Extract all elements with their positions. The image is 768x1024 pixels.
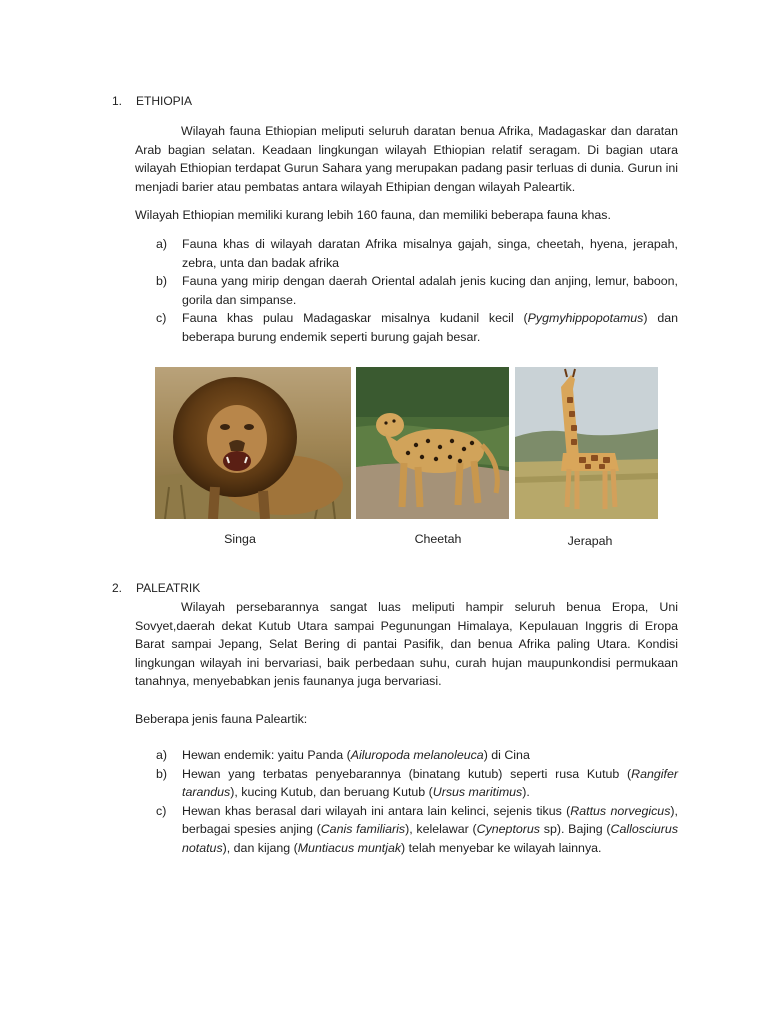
list-text: ), kelelawar ( bbox=[405, 822, 477, 837]
list-text: Hewan endemik: yaitu Panda ( bbox=[182, 748, 351, 762]
list-item bbox=[156, 802, 678, 858]
scientific-name: Ursus maritimus bbox=[432, 785, 523, 800]
paleatrik-list bbox=[156, 746, 678, 858]
list-item bbox=[156, 309, 678, 346]
scientific-name: Canis familiaris bbox=[320, 822, 406, 837]
list-text: sp). Bajing ( bbox=[540, 822, 611, 837]
section-number: 1. bbox=[112, 94, 123, 108]
list-text: Hewan khas berasal dari wilayah ini antara lain kelinci, sejenis tikus ( bbox=[182, 803, 571, 818]
lion-icon bbox=[155, 367, 351, 519]
section-heading-ethiopia bbox=[112, 94, 192, 108]
list-item bbox=[156, 765, 678, 802]
cheetah-photo bbox=[356, 367, 509, 519]
list-text: Fauna khas di wilayah daratan Afrika misalnya gajah, singa, cheetah, hyena, jerapah, zebra, unta dan badak afrika bbox=[182, 237, 678, 270]
list-text: ) telah menyebar ke wilayah lainnya. bbox=[401, 840, 602, 855]
paleatrik-paragraph-2: Beberapa jenis fauna Paleartik: bbox=[135, 712, 308, 726]
list-item bbox=[156, 746, 678, 765]
list-marker: c) bbox=[156, 803, 167, 818]
list-text: ) dan beberapa burung endemik seperti burung gajah besar. bbox=[182, 311, 678, 344]
list-marker: b) bbox=[156, 766, 168, 781]
giraffe-photo bbox=[515, 367, 658, 519]
list-marker: c) bbox=[156, 311, 167, 326]
list-text: ), dan kijang ( bbox=[222, 840, 298, 855]
ethiopia-paragraph-2: Wilayah Ethiopian memiliki kurang lebih 160 fauna, dan memiliki beberapa fauna khas. bbox=[135, 208, 611, 222]
list-marker: b) bbox=[156, 274, 168, 289]
photo-caption-jerapah: Jerapah bbox=[567, 534, 613, 548]
scientific-name: Callosciurus notatus bbox=[182, 822, 679, 855]
list-item bbox=[156, 272, 678, 309]
scientific-name: Pygmyhippopotamus bbox=[527, 311, 644, 326]
list-text: ) di Cina bbox=[483, 748, 530, 762]
cheetah-icon bbox=[356, 367, 509, 519]
list-text: Fauna khas pulau Madagaskar misalnya kudanil kecil ( bbox=[182, 311, 528, 326]
list-item bbox=[156, 235, 678, 272]
ethiopia-paragraph-1: Wilayah fauna Ethiopian meliputi seluruh daratan benua Afrika, Madagaskar dan daratan Arab bagian selatan. Keadaan lingkungan wilayah Ethiopian relatif seragam. Di bagian utara wilayah Ethiopian terdapat Gurun Sahara yang merupakan padang pasir terluas di dunia. Gurun ini menjadi barier atau pembatas antara wilayah Ethipian dengan wilayah Paleartik. bbox=[135, 124, 678, 194]
photo-caption-cheetah: Cheetah bbox=[414, 532, 462, 546]
section-heading-paleatrik bbox=[112, 581, 200, 595]
giraffe-icon bbox=[515, 367, 658, 519]
list-text: ), kucing Kutub, dan beruang Kutub ( bbox=[230, 785, 433, 800]
section-number: 2. bbox=[112, 581, 123, 595]
ethiopia-list bbox=[156, 235, 678, 347]
list-marker: a) bbox=[156, 237, 168, 251]
scientific-name: Rattus norvegicus bbox=[570, 803, 671, 818]
lion-photo bbox=[155, 367, 351, 519]
paleatrik-paragraph-1: Wilayah persebarannya sangat luas meliputi hampir seluruh benua Eropa, Uni Sovyet,daerah dekat Kutub Utara sampai Pegunungan Himalaya, Kepulauan Inggris di Eropa Barat sampai Jepang, Selat Bering di pantai Pasifik, dan benua Afrika paling Utara. Kondisi lingkungan wilayah ini bervariasi, baik perbedaan suhu, curah hujan maupunkondisi permukaan tanahnya, menyebabkan jenis faunanya juga bervariasi. bbox=[135, 600, 678, 689]
list-text: Hewan yang terbatas penyebarannya (binatang kutub) seperti rusa Kutub ( bbox=[182, 766, 632, 781]
photo-caption-singa: Singa bbox=[224, 532, 256, 546]
list-text: Fauna yang mirip dengan daerah Oriental adalah jenis kucing dan anjing, lemur, baboon, gorila dan simpanse. bbox=[182, 274, 678, 307]
list-text: ), berbagai spesies anjing ( bbox=[182, 803, 678, 837]
section-title: ETHIOPIA bbox=[136, 94, 193, 108]
list-marker: a) bbox=[156, 748, 168, 762]
scientific-name: Ailuropoda melanoleuca bbox=[350, 748, 484, 762]
list-text: ). bbox=[522, 785, 530, 800]
scientific-name: Cyneptorus bbox=[476, 822, 540, 837]
scientific-name: Rangifer tarandus bbox=[182, 766, 678, 800]
section-title: PALEATRIK bbox=[136, 581, 201, 595]
scientific-name: Muntiacus muntjak bbox=[297, 840, 402, 855]
